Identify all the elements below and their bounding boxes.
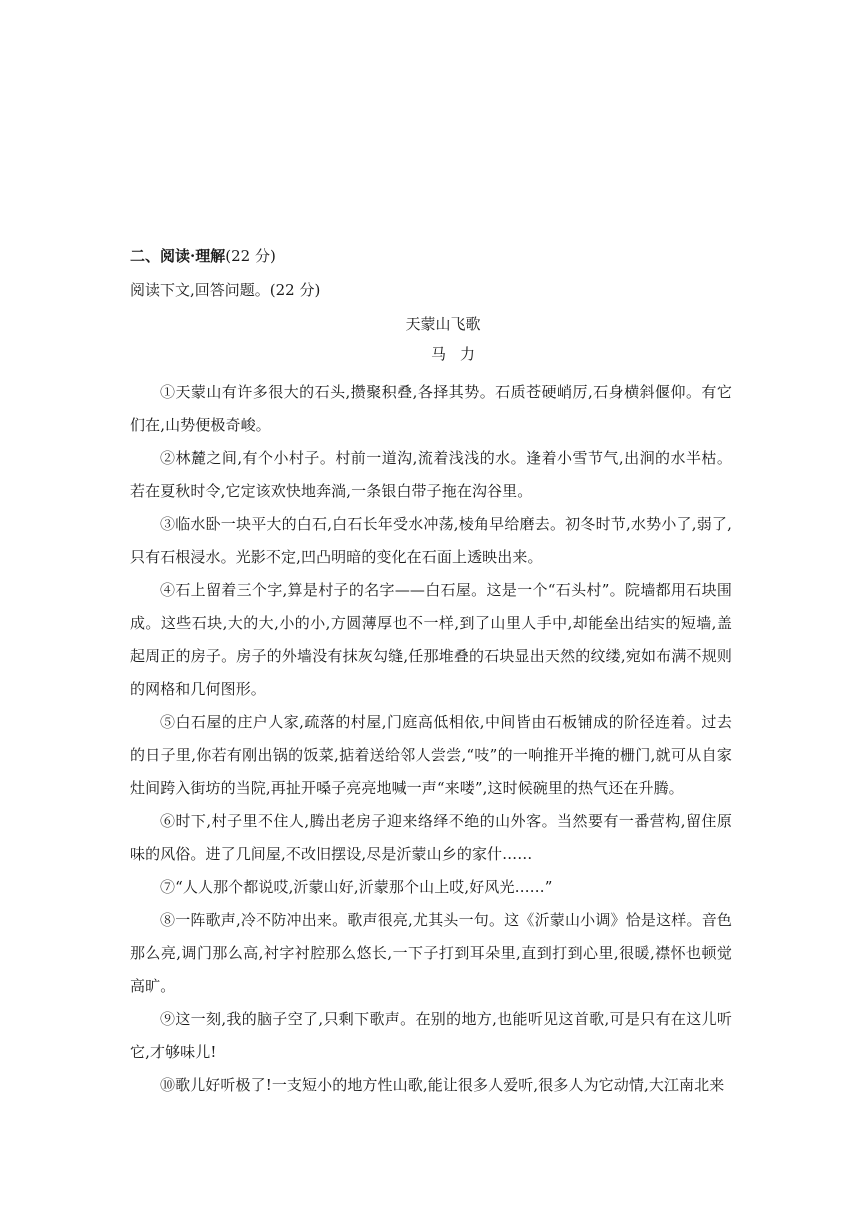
paragraph-10: ⑩歌儿好听极了!一支短小的地方性山歌,能让很多人爱听,很多人为它动情,大江南北来 [160, 1076, 725, 1094]
article-author: 马力 [430, 345, 489, 363]
paragraph-2: ②林麓之间,有个小村子。村前一道沟,流着浅浅的水。逢着小雪节气,出涧的水半枯。若在夏秋时令,它定该欢快地奔淌,一条银白带子拖在沟谷里。 [130, 449, 732, 500]
reading-instruction: 阅读下文,回答问题。(22 分) [130, 281, 321, 299]
section-score: (22 分) [225, 247, 276, 265]
document-page [130, 244, 732, 1102]
paragraph-7: ⑦“人人那个都说哎,沂蒙山好,沂蒙那个山上哎,好风光……” [160, 878, 553, 896]
paragraph-3: ③临水卧一块平大的白石,白石长年受水冲荡,棱角早给磨去。初冬时节,水势小了,弱了,只有石根浸水。光影不定,凹凸明暗的变化在石面上透映出来。 [130, 515, 732, 566]
paragraph-5: ⑤白石屋的庄户人家,疏落的村屋,门庭高低相依,中间皆由石板铺成的阶径连着。过去的日子里,你若有刚出锅的饭菜,掂着送给邻人尝尝,“吱”的一响推开半掩的栅门,就可从自家灶间跨入街坊的当院,再扯开嗓子亮亮地喊一声“来喽”,这时候碗里的热气还在升腾。 [130, 713, 732, 797]
paragraph-4: ④石上留着三个字,算是村子的名字——白石屋。这是一个“石头村”。院墙都用石块围成。这些石块,大的大,小的小,方圆薄厚也不一样,到了山里人手中,却能垒出结实的短墙,盖起周正的房子。房子的外墙没有抹灰勾缝,任那堆叠的石块显出天然的纹缕,宛如布满不规则的网格和几何图形。 [130, 581, 732, 698]
paragraph-9: ⑨这一刻,我的脑子空了,只剩下歌声。在别的地方,也能听见这首歌,可是只有在这儿听它,才够味儿! [130, 1010, 732, 1061]
paragraph-8: ⑧一阵歌声,冷不防冲出来。歌声很亮,尤其头一句。这《沂蒙山小调》恰是这样。音色那么亮,调门那么高,衬字衬腔那么悠长,一下子打到耳朵里,直到打到心里,很暖,襟怀也顿觉高旷。 [130, 911, 732, 995]
section-heading-text: 二、阅读·理解 [130, 247, 226, 265]
paragraph-6: ⑥时下,村子里不住人,腾出老房子迎来络绎不绝的山外客。当然要有一番营构,留住原味的风俗。进了几间屋,不改旧摆设,尽是沂蒙山乡的家什…… [130, 812, 732, 863]
paragraph-1: ①天蒙山有许多很大的石头,攒聚积叠,各择其势。石质苍硬峭厉,石身横斜偃仰。有它们在,山势便极奇峻。 [130, 383, 732, 434]
section-heading [130, 244, 732, 278]
article-title: 天蒙山飞歌 [405, 315, 481, 333]
